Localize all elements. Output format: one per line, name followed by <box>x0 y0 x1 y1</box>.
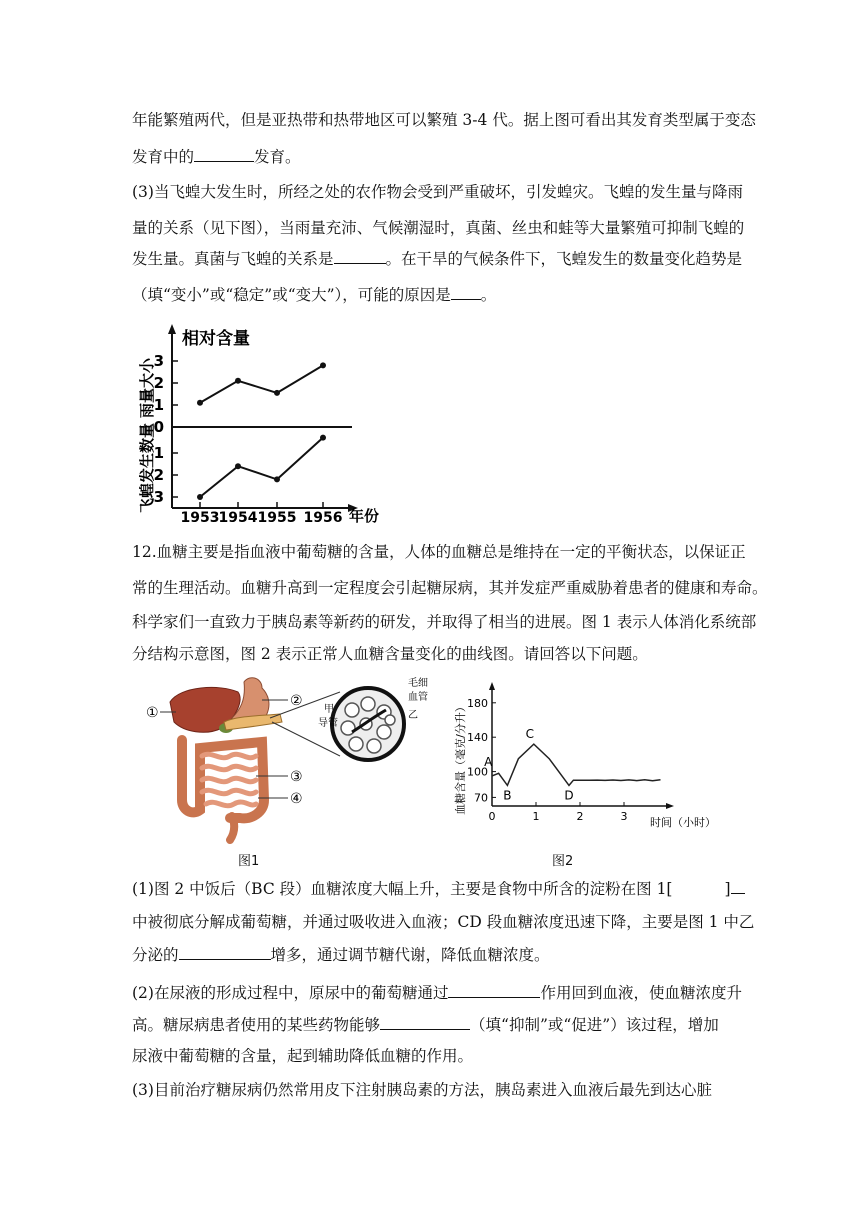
text-line <box>132 248 742 269</box>
y-tick-label: 1 <box>153 444 164 462</box>
text-line <box>132 944 550 965</box>
text-segment: （填“变小”或“稳定”或“变大”），可能的原因是 <box>132 286 451 304</box>
rainfall-point <box>197 400 203 406</box>
x-tick-label: 1 <box>532 810 540 823</box>
text-segment: （填“抑制”或“促进”）该过程，增加 <box>470 1016 719 1034</box>
text-segment: 增多，通过调节糖代谢，降低血糖浓度。 <box>270 946 550 964</box>
text-segment: (1)图 2 中饭后（BC 段）血糖浓度大幅上升，主要是食物中所含的淀粉在图 1[ <box>132 880 673 898</box>
text-segment: 。在干旱的气候条件下，飞蝗发生的数量变化趋势是 <box>385 250 743 268</box>
locust-point <box>274 476 280 482</box>
x-axis-label: 时间（小时） <box>650 816 716 829</box>
zoom-label-jia: 甲 <box>324 704 334 715</box>
upper-axis-label: 雨量大小 <box>138 357 156 419</box>
x-tick-label: 2 <box>576 810 584 823</box>
label-3: ③ <box>290 769 303 785</box>
rainfall-point <box>274 390 280 396</box>
rainfall-point <box>235 378 241 384</box>
text-segment: 。 <box>480 286 497 304</box>
text-line: 量的关系（见下图），当雨量充沛、气候潮湿时，真菌、丝虫和蛙等大量繁殖可抑制飞蝗的 <box>132 219 745 237</box>
x-tick-label: 1956 <box>303 510 343 526</box>
text-segment: 作用回到血液，使血糖浓度升 <box>540 984 742 1002</box>
y-tick-label: 100 <box>467 765 488 779</box>
text-line <box>132 284 496 305</box>
point-label: D <box>564 788 574 803</box>
rainfall-locust-chart <box>130 318 390 528</box>
lower-axis-label: 飞蝗发生数量 <box>138 422 156 514</box>
text-line: 中被彻底分解成葡萄糖，并通过吸收进入血液；CD 段血糖浓度迅速下降，主要是图 1 中乙 <box>132 913 755 931</box>
y-axis-arrow <box>168 324 176 334</box>
label-1: ① <box>146 705 159 721</box>
y-tick-label: 3 <box>153 352 164 370</box>
y-tick-label: 140 <box>467 731 488 745</box>
x-tick-label: 1954 <box>218 510 258 526</box>
text-segment: 发生量。真菌与飞蝗的关系是 <box>132 250 334 268</box>
answer-blank[interactable] <box>448 982 540 998</box>
y-axis-label: 血糖含量（毫克/分升） <box>454 701 467 815</box>
x-tick-label: 1955 <box>257 510 297 526</box>
zoom-label-duct: 导管 <box>318 718 338 729</box>
glucose-curve <box>492 744 661 785</box>
zoom-label-capillary-1: 毛细 <box>408 678 428 689</box>
answer-blank[interactable] <box>380 1014 470 1030</box>
text-line: 科学家们一直致力于胰岛素等新药的研发，并取得了相当的进展。图 1 表示人体消化系统部 <box>132 613 757 631</box>
locust-point <box>197 494 203 500</box>
zero-tick-label: 0 <box>153 418 164 436</box>
x-tick-label: 0 <box>488 810 496 823</box>
label-2: ② <box>290 693 303 709</box>
y-tick-label: 2 <box>153 374 164 392</box>
text-segment: (2)在尿液的形成过程中，原尿中的葡萄糖通过 <box>132 984 449 1002</box>
text-line <box>132 878 745 899</box>
y-tick-label: 3 <box>153 488 164 506</box>
zoom-label-yi: 乙 <box>408 710 418 721</box>
locust-line <box>200 438 323 497</box>
rainfall-point <box>320 362 326 368</box>
answer-blank[interactable] <box>194 146 254 162</box>
answer-blank[interactable] <box>179 944 271 960</box>
y-axis-arrow <box>489 682 495 690</box>
zoom-label-capillary-2: 血管 <box>408 692 428 703</box>
chart-title: 相对含量 <box>182 329 250 349</box>
rainfall-line <box>200 365 323 402</box>
text-line <box>132 982 742 1003</box>
answer-blank[interactable] <box>731 878 745 894</box>
text-segment: 高。糖尿病患者使用的某些药物能够 <box>132 1016 381 1034</box>
x-axis-arrow <box>666 803 674 809</box>
answer-blank[interactable] <box>451 284 481 300</box>
x-tick-label: 3 <box>620 810 628 823</box>
figure-1-caption: 图1 <box>238 854 260 869</box>
text-line: 年能繁殖两代，但是亚热带和热带地区可以繁殖 3-4 代。据上图可看出其发育类型属于变态 <box>132 111 756 129</box>
digestive-system-figure <box>140 670 440 845</box>
text-line: (3)当飞蝗大发生时，所经之处的农作物会受到严重破坏，引发蝗灾。飞蝗的发生量与降雨 <box>132 183 743 201</box>
x-tick-label: 1953 <box>180 510 220 526</box>
x-axis-label: 年份 <box>349 507 380 525</box>
y-tick-label: 1 <box>153 396 164 414</box>
text-line <box>132 1014 719 1035</box>
figure-2-caption: 图2 <box>552 854 574 869</box>
answer-blank[interactable] <box>334 248 386 264</box>
blood-glucose-chart <box>450 680 730 840</box>
y-tick-label: 180 <box>467 696 488 710</box>
y-tick-label: 70 <box>474 791 488 805</box>
text-line: 常的生理活动。血糖升高到一定程度会引起糖尿病，其并发症严重威胁着患者的健康和寿命。 <box>132 579 768 597</box>
text-segment: 发育中的 <box>132 148 195 166</box>
text-line <box>132 146 301 167</box>
locust-point <box>235 463 241 469</box>
point-label: C <box>525 727 534 742</box>
text-segment: 发育。 <box>254 148 301 166</box>
point-label: A <box>484 754 493 769</box>
point-label: B <box>503 788 512 803</box>
y-tick-label: 2 <box>153 466 164 484</box>
text-line: 分结构示意图，图 2 表示正常人血糖含量变化的曲线图。请回答以下问题。 <box>132 645 648 663</box>
text-line: 尿液中葡萄糖的含量，起到辅助降低血糖的作用。 <box>132 1047 474 1065</box>
locust-point <box>320 435 326 441</box>
label-4: ④ <box>290 791 303 807</box>
rectum-shape <box>230 816 234 840</box>
text-line: (3)目前治疗糖尿病仍然常用皮下注射胰岛素的方法，胰岛素进入血液后最先到达心脏 <box>132 1081 712 1099</box>
text-segment: 分泌的 <box>132 946 179 964</box>
small-intestine-shape <box>202 754 256 805</box>
text-segment: ] <box>724 880 731 898</box>
text-line: 12.血糖主要是指血液中葡萄糖的含量，人体的血糖总是维持在一定的平衡状态，以保证正 <box>132 543 746 561</box>
